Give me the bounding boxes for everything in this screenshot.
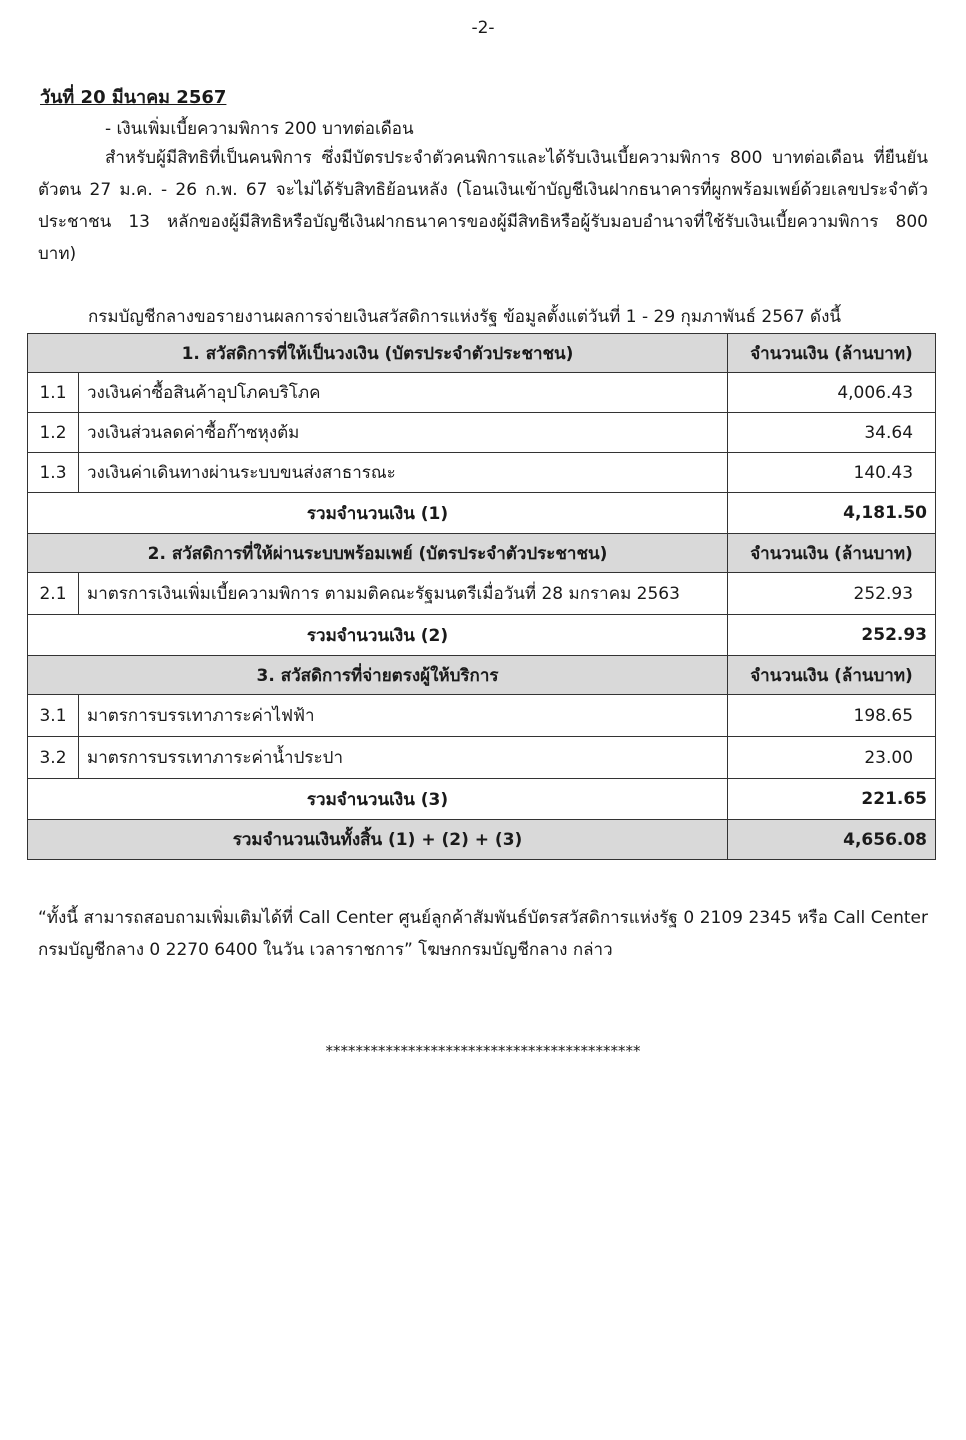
body-paragraph: สำหรับผู้มีสิทธิที่เป็นคนพิการ ซึ่งมีบัตรประจำตัวคนพิการและได้รับเงินเบี้ยความพิการ 800 บาทต่อเดือน ที่ยืนยันตัวตน 27 ม.ค. - 26 ก.พ. 67 จะไม่ได้รับสิทธิย้อนหลัง (โอนเงินเข้าบัญชีเงินฝากธนาคารที่ผูกพร้อมเพย์ด้วยเลขประจำตัวประชาชน 13 หลักของผู้มีสิทธิหรือบัญชีเงินฝากธนาคารของผู้มีสิทธิหรือผู้รับมอบอำนาจที่ใช้รับเงินเบี้ยความพิการ 800 บาท) [38,148,928,264]
section-2-total-label: รวมจำนวนเงิน (2) [28,615,728,656]
section-3-total-amount: 221.65 [728,779,936,820]
bullet-item: - เงินเพิ่มเบี้ยความพิการ 200 บาทต่อเดือน [105,119,414,139]
item-amount: 198.65 [728,695,936,737]
table-row [28,453,936,493]
section-1-total-row [28,493,936,534]
item-amount: 140.43 [728,453,936,493]
table-row [28,413,936,453]
item-number: 3.1 [28,695,79,737]
item-amount: 252.93 [728,573,936,615]
section-1-header [28,334,936,373]
grand-total-amount: 4,656.08 [728,820,936,860]
item-amount: 34.64 [728,413,936,453]
table-row [28,695,936,737]
item-number: 2.1 [28,573,79,615]
item-amount: 23.00 [728,737,936,779]
spokesperson-quote: “ทั้งนี้ สามารถสอบถามเพิ่มเติมได้ที่ Call Center ศูนย์ลูกค้าสัมพันธ์บัตรสวัสดิการแห่งรัฐ 0 2109 2345 หรือ Call Center กรมบัญชีกลาง 0 2270 6400 ในวัน เวลาราชการ” โฆษกกรมบัญชีกลาง กล่าว [38,908,928,960]
section-3-total-row [28,779,936,820]
item-description: วงเงินค่าเดินทางผ่านระบบขนส่งสาธารณะ [79,453,728,493]
item-number: 1.1 [28,373,79,413]
section-2-total-amount: 252.93 [728,615,936,656]
table-row [28,737,936,779]
section-1-total-amount: 4,181.50 [728,493,936,534]
item-description: วงเงินส่วนลดค่าซื้อก๊าซหุงต้ม [79,413,728,453]
item-amount: 4,006.43 [728,373,936,413]
section-3-total-label: รวมจำนวนเงิน (3) [28,779,728,820]
section-3-title: 3. สวัสดิการที่จ่ายตรงผู้ให้บริการ [28,656,728,695]
section-1-title: 1. สวัสดิการที่ให้เป็นวงเงิน (บัตรประจำตัวประชาชน) [28,334,728,373]
report-intro: กรมบัญชีกลางขอรายงานผลการจ่ายเงินสวัสดิการแห่งรัฐ ข้อมูลตั้งแต่วันที่ 1 - 29 กุมภาพันธ์ 2567 ดังนี้ [88,307,842,327]
item-description: วงเงินค่าซื้อสินค้าอุปโภคบริโภค [79,373,728,413]
grand-total-row [28,820,936,860]
section-1-amount-header: จำนวนเงิน (ล้านบาท) [728,334,936,373]
welfare-payment-table [27,333,936,860]
end-separator: ****************************************** [325,1042,641,1060]
section-1-total-label: รวมจำนวนเงิน (1) [28,493,728,534]
item-description: มาตรการบรรเทาภาระค่าไฟฟ้า [79,695,728,737]
section-3-amount-header: จำนวนเงิน (ล้านบาท) [728,656,936,695]
section-2-total-row [28,615,936,656]
item-description: มาตรการบรรเทาภาระค่าน้ำประปา [79,737,728,779]
page-number: -2- [471,18,495,38]
item-number: 3.2 [28,737,79,779]
table-row [28,573,936,615]
item-number: 1.3 [28,453,79,493]
item-number: 1.2 [28,413,79,453]
grand-total-label: รวมจำนวนเงินทั้งสิ้น (1) + (2) + (3) [28,820,728,860]
section-2-header [28,534,936,573]
date-heading: วันที่ 20 มีนาคม 2567 [40,87,227,108]
table-row [28,373,936,413]
section-2-title: 2. สวัสดิการที่ให้ผ่านระบบพร้อมเพย์ (บัตรประจำตัวประชาชน) [28,534,728,573]
item-description: มาตรการเงินเพิ่มเบี้ยความพิการ ตามมติคณะรัฐมนตรีเมื่อวันที่ 28 มกราคม 2563 [79,573,728,615]
section-3-header [28,656,936,695]
section-2-amount-header: จำนวนเงิน (ล้านบาท) [728,534,936,573]
